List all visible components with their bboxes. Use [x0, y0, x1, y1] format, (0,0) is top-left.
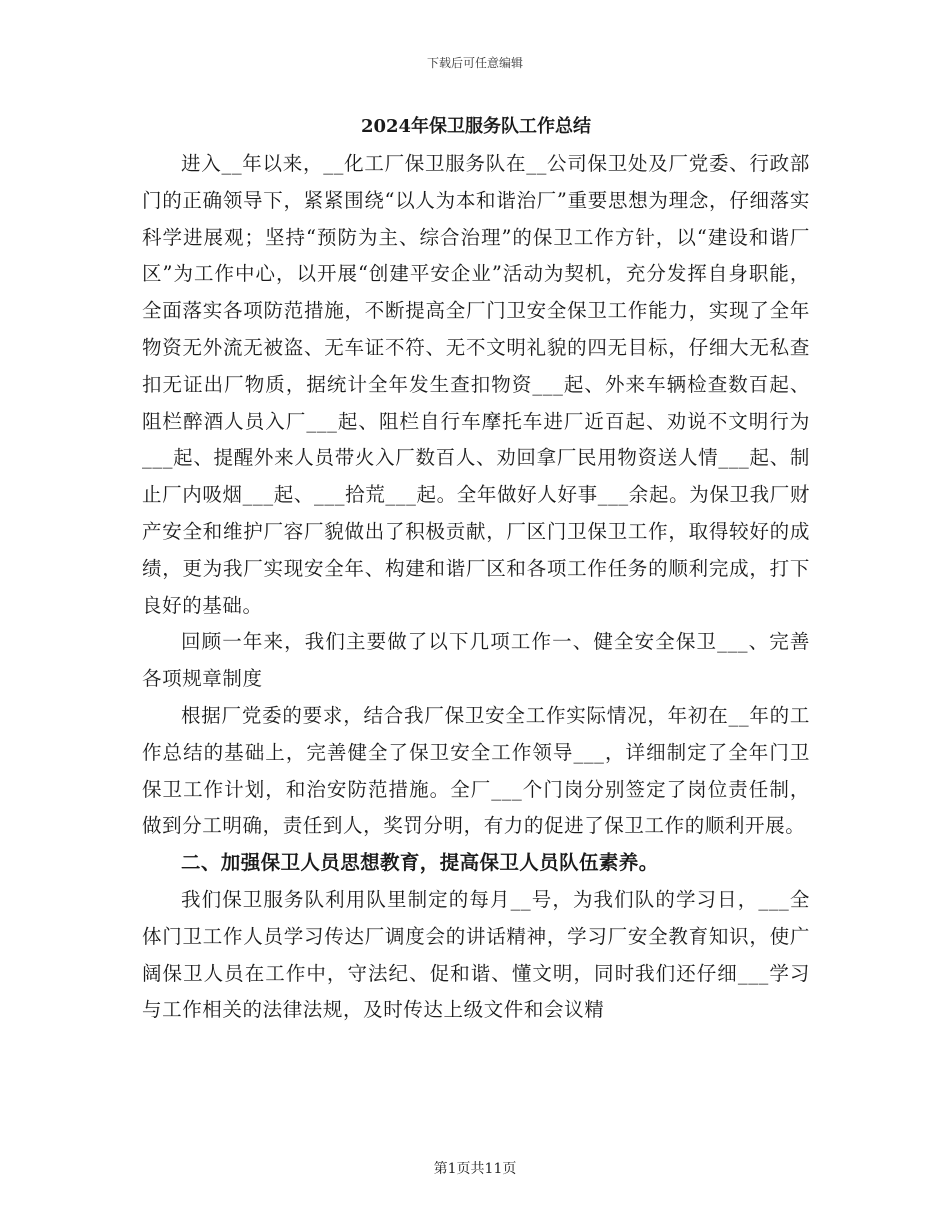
section-heading-two: 二、加强保卫人员思想教育，提高保卫人员队伍素养。	[181, 851, 659, 875]
document-body	[142, 110, 810, 1029]
document-title: 2024年保卫服务队工作总结	[360, 116, 592, 137]
paragraph-review: 回顾一年来，我们主要做了以下几项工作一、健全安全保卫___、完善各项规章制度	[142, 630, 810, 691]
page-header-note: 下载后可任意编辑	[426, 56, 523, 70]
paragraph-section-one-body: 根据厂党委的要求，结合我厂保卫安全工作实际情况，年初在__年的工作总结的基础上，完善健全了保卫安全工作领导___，详细制定了全年门卫保卫工作计划，和治安防范措施。全厂___个门岗分别签定了岗位责任制，做到分工明确，责任到人，奖罚分明，有力的促进了保卫工作的顺利开展。	[142, 703, 810, 838]
paragraph-intro: 进入__年以来，__化工厂保卫服务队在__公司保卫处及厂党委、行政部门的正确领导下，紧紧围绕“以人为本和谐治厂”重要思想为理念，仔细落实科学进展观；坚持“预防为主、综合治理”的保卫工作方针，以“建设和谐厂区”为工作中心，以开展“创建平安企业”活动为契机，充分发挥自身职能，全面落实各项防范措施，不断提高全厂门卫安全保卫工作能力，实现了全年物资无外流无被盗、无车证不符、无不文明礼貌的四无目标，仔细大无私查扣无证出厂物质，据统计全年发生查扣物资___起、外来车辆检查数百起、阻栏醉酒人员入厂___起、阻栏自行车摩托车进厂近百起、劝说不文明行为___起、提醒外来人员带火入厂数百人、劝回拿厂民用物资送人情___起、制止厂内吸烟___起、___拾荒___起。全年做好人好事___余起。为保卫我厂财产安全和维护厂容厂貌做出了积极贡献，厂区门卫保卫工作，取得较好的成绩，更为我厂实现安全年、构建和谐厂区和各项工作任务的顺利完成，打下良好的基础。	[142, 152, 810, 617]
page-number: 第1页共11页	[433, 1161, 517, 1177]
paragraph-section-two-body: 我们保卫服务队利用队里制定的每月__号，为我们队的学习日，___全体门卫工作人员学习传达厂调度会的讲话精神，学习厂安全教育知识，使广阔保卫人员在工作中，守法纪、促和谐、懂文明，同时我们还仔细___学习与工作相关的法律法规，及时传达上级文件和会议精	[142, 887, 810, 1022]
